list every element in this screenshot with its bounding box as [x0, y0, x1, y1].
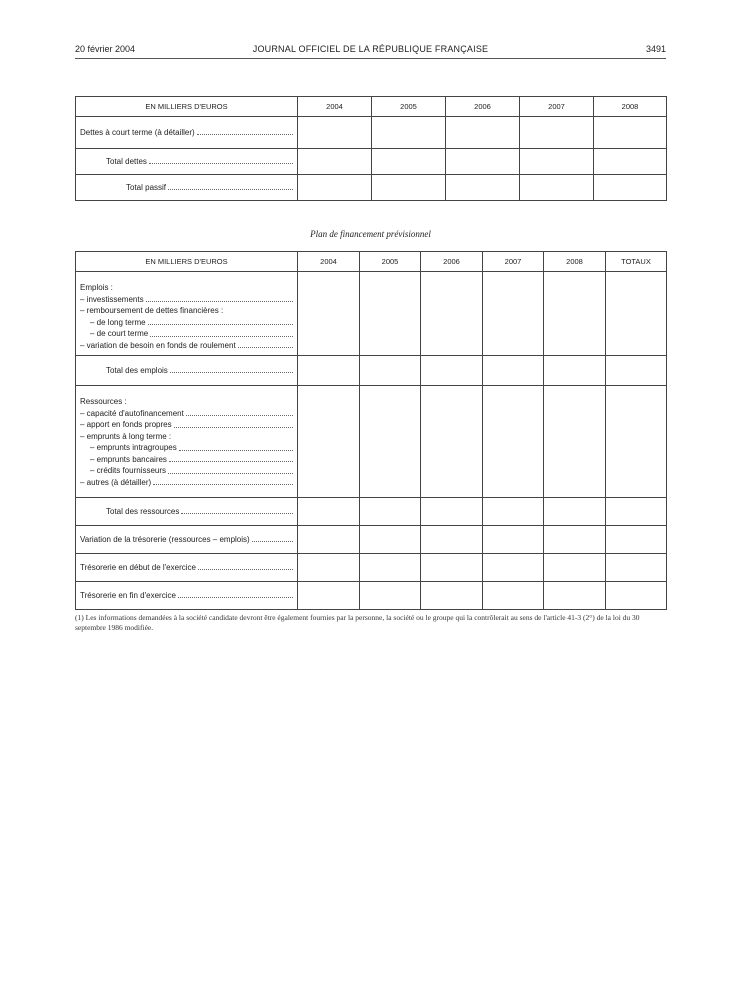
table-cell: [544, 272, 606, 356]
table-cell: [372, 149, 446, 175]
table-cell: [446, 149, 520, 175]
list-item: – emprunts intragroupes: [80, 442, 293, 454]
table-cell: [483, 386, 544, 498]
list-item: – crédits fournisseurs: [80, 465, 293, 477]
table-cell: [360, 554, 421, 582]
table-cell: [360, 356, 421, 386]
table2-col-2007: 2007: [483, 252, 544, 272]
table-cell: [446, 175, 520, 201]
table-cell: [594, 117, 667, 149]
table-cell: [606, 386, 667, 498]
table-cell: [483, 356, 544, 386]
emplois-heading: Emplois :: [80, 283, 113, 292]
list-item: – emprunts bancaires: [80, 454, 293, 466]
table-cell: [421, 498, 483, 526]
list-item: – remboursement de dettes financières :: [80, 306, 224, 315]
page-header: [75, 44, 666, 59]
table1-col-2005: 2005: [372, 97, 446, 117]
table2-col-2005: 2005: [360, 252, 421, 272]
list-item: – emprunts à long terme :: [80, 431, 172, 441]
table-cell: [421, 272, 483, 356]
table-cell: [520, 175, 594, 201]
table-cell: [298, 582, 360, 610]
table-cell: [298, 356, 360, 386]
table-cell: [544, 582, 606, 610]
table-cell: [483, 582, 544, 610]
emplois-block: [76, 272, 298, 356]
table-cell: [606, 498, 667, 526]
list-item: – autres (à détailler): [80, 477, 293, 489]
table-cell: [360, 386, 421, 498]
table1-col-2004: 2004: [298, 97, 372, 117]
table-cell: [298, 554, 360, 582]
list-item: – capacité d'autofinancement: [80, 408, 293, 420]
list-item: – de long terme: [80, 317, 293, 329]
table-cell: [606, 356, 667, 386]
header-page-number: 3491: [645, 44, 666, 54]
table1-row-label: Total passif: [76, 175, 298, 201]
list-item: – investissements: [80, 294, 293, 306]
table-cell: [298, 175, 372, 201]
table-cell: [606, 272, 667, 356]
variation-tresorerie-label: Variation de la trésorerie (ressources – emplois): [76, 526, 298, 554]
table-cell: [544, 498, 606, 526]
table-cell: [606, 526, 667, 554]
table-cell: [360, 498, 421, 526]
header-date: 20 février 2004: [75, 44, 136, 54]
table-cell: [298, 272, 360, 356]
table-cell: [483, 526, 544, 554]
table1-row-label: Total dettes: [76, 149, 298, 175]
tresorerie-fin-label: Trésorerie en fin d'exercice: [76, 582, 298, 610]
table-cell: [360, 526, 421, 554]
table-cell: [421, 582, 483, 610]
table-cell: [360, 272, 421, 356]
passif-table: [75, 96, 667, 201]
table-cell: [298, 498, 360, 526]
table-cell: [544, 386, 606, 498]
table-cell: [544, 356, 606, 386]
total-ressources-label: Total des ressources: [76, 498, 298, 526]
table-cell: [606, 582, 667, 610]
plan-financement-table: [75, 251, 667, 610]
table-cell: [372, 117, 446, 149]
table-cell: [298, 149, 372, 175]
table-cell: [594, 175, 667, 201]
table-cell: [421, 526, 483, 554]
table1-row-label: Dettes à court terme (à détailler): [76, 117, 298, 149]
table2-col-2004: 2004: [298, 252, 360, 272]
tresorerie-debut-label: Trésorerie en début de l'exercice: [76, 554, 298, 582]
table1-label-header: EN MILLIERS D'EUROS: [76, 97, 298, 117]
table2-col-2006: 2006: [421, 252, 483, 272]
table-cell: [421, 554, 483, 582]
table-cell: [483, 554, 544, 582]
total-emplois-label: Total des emplois: [76, 356, 298, 386]
ressources-heading: Ressources :: [80, 397, 127, 406]
table2-caption: Plan de financement prévisionnel: [310, 229, 431, 239]
table1-col-2007: 2007: [520, 97, 594, 117]
table2-label-header: EN MILLIERS D'EUROS: [76, 252, 298, 272]
list-item: – apport en fonds propres: [80, 419, 293, 431]
table-cell: [606, 554, 667, 582]
table-cell: [544, 554, 606, 582]
table-cell: [520, 149, 594, 175]
table-cell: [483, 498, 544, 526]
list-item: – variation de besoin en fonds de roulement: [80, 340, 293, 352]
ressources-block: [76, 386, 298, 498]
table-cell: [483, 272, 544, 356]
header-journal-title: JOURNAL OFFICIEL DE LA RÉPUBLIQUE FRANÇAISE: [252, 44, 489, 54]
table-cell: [520, 117, 594, 149]
table2-col-totaux: TOTAUX: [606, 252, 667, 272]
table-cell: [298, 117, 372, 149]
table-cell: [544, 526, 606, 554]
table2-col-2008: 2008: [544, 252, 606, 272]
footnote: (1) Les informations demandées à la société candidate devront être également fournies par la personne, la société ou le groupe qui la contrôlerait au sens de l'article 41-3 (2°) de la loi du 30 septembre 1986 modifiée.: [75, 613, 640, 632]
table-cell: [298, 386, 360, 498]
list-item: – de court terme: [80, 328, 293, 340]
table-cell: [360, 582, 421, 610]
table-cell: [421, 386, 483, 498]
table-cell: [298, 526, 360, 554]
table-cell: [372, 175, 446, 201]
table-cell: [446, 117, 520, 149]
table-cell: [594, 149, 667, 175]
table1-col-2008: 2008: [594, 97, 667, 117]
table-cell: [421, 356, 483, 386]
table1-col-2006: 2006: [446, 97, 520, 117]
